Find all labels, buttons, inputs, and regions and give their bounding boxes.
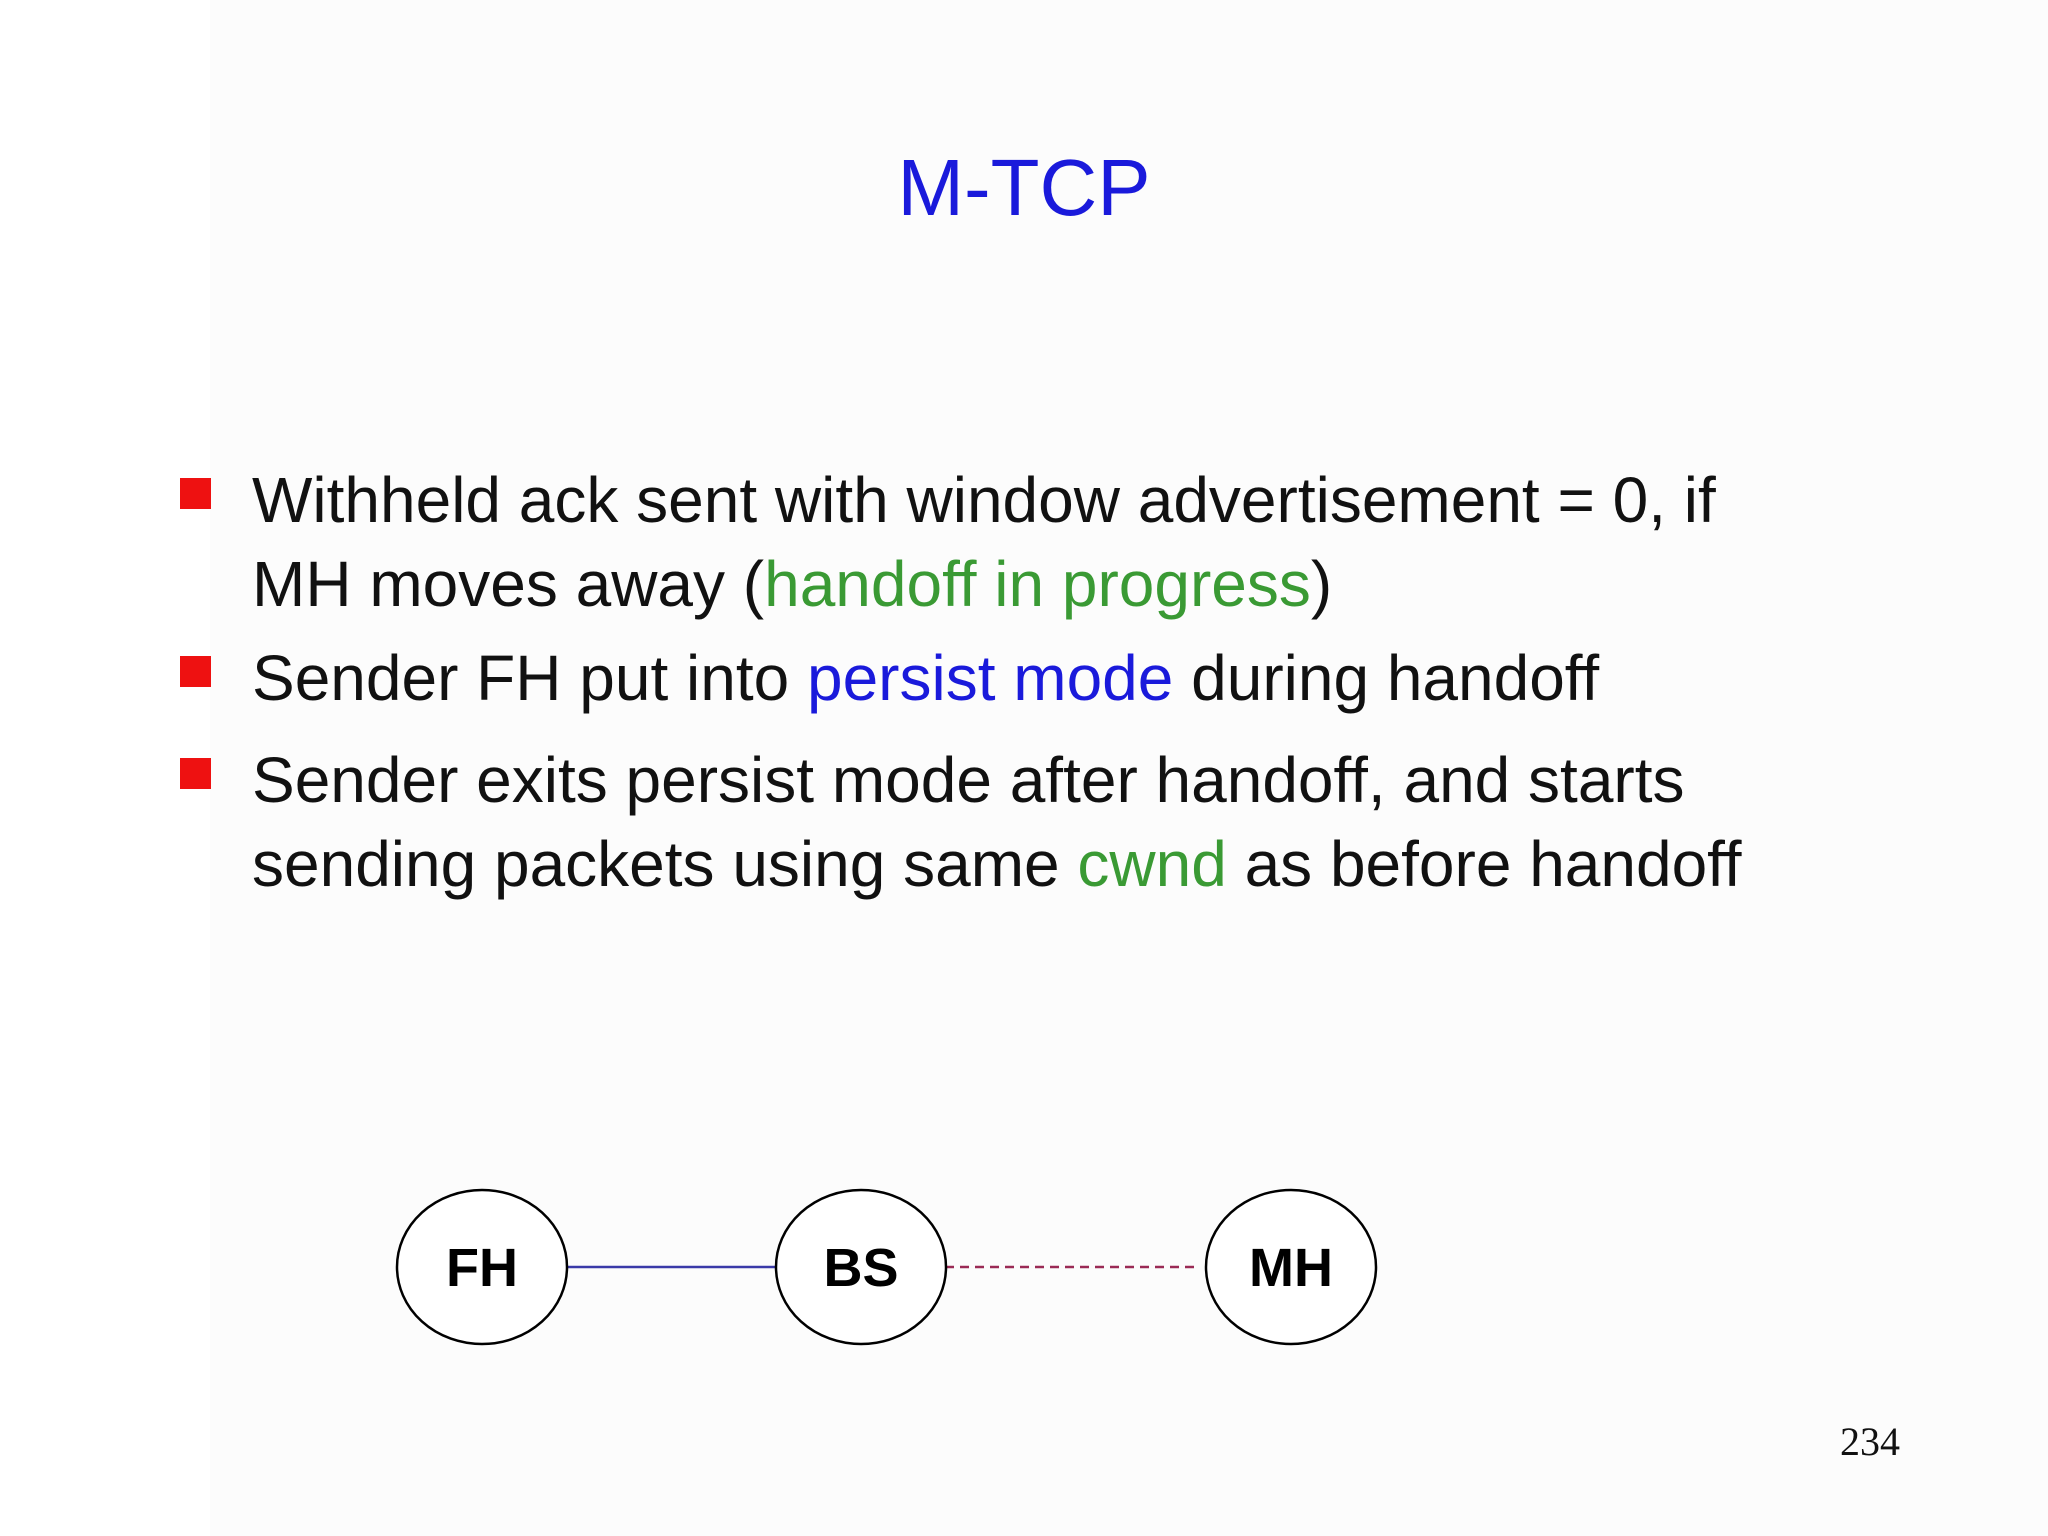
node-bs: [776, 1190, 946, 1344]
bullet-text-segment: ): [1310, 548, 1333, 620]
node-mh: [1206, 1190, 1376, 1344]
highlight-persist-mode: persist mode: [806, 642, 1174, 714]
node-fh: [397, 1190, 567, 1344]
bullet-text-segment: sending packets using same: [252, 828, 1078, 900]
node-mh-label: MH: [1249, 1238, 1333, 1298]
node-fh-label: FH: [446, 1238, 518, 1298]
bullet-text-segment: Sender FH put into: [252, 642, 807, 714]
highlight-handoff-in-progress: handoff in progress: [764, 548, 1311, 620]
bullet-text-segment: during handoff: [1173, 642, 1600, 714]
bullet-text-segment: Sender exits persist mode after handoff, and starts: [252, 744, 1685, 816]
bullet-text-segment: as before handoff: [1226, 828, 1742, 900]
node-bs-label: BS: [823, 1238, 899, 1298]
bullet-text-segment: Withheld ack sent with window advertisement = 0, if: [252, 464, 1716, 536]
bullet-text-segment: MH moves away (: [252, 548, 765, 620]
slide-title: M-TCP: [897, 143, 1151, 232]
page-number: 234: [1840, 1419, 1900, 1464]
highlight-cwnd: cwnd: [1077, 828, 1227, 900]
